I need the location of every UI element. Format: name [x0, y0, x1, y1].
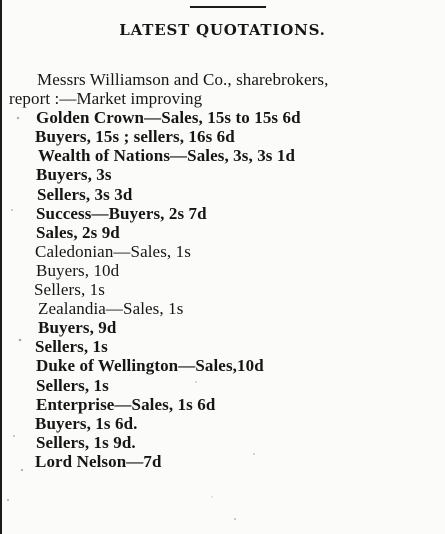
quote-line: Duke of Wellington—Sales,10d	[36, 356, 264, 376]
quote-line: Sales, 2s 9d	[36, 222, 120, 242]
body-line: Messrs Williamson and Co., sharebrokers,	[37, 70, 329, 89]
quote-line: Sellers, 1s	[36, 375, 109, 395]
article-heading: LATEST QUOTATIONS.	[119, 21, 326, 39]
body-line: report :—Market improving	[9, 89, 203, 109]
quote-line: Sellers, 3s 3d	[37, 184, 133, 204]
quote-line: Buyers, 1s 6d.	[35, 413, 138, 433]
quote-line: Success—Buyers, 2s 7d	[36, 203, 207, 223]
quote-line: Lord Nelson—7d	[35, 451, 162, 471]
quote-line: Buyers, 10d	[36, 260, 120, 280]
quote-line: Enterprise—Sales, 1s 6d	[36, 394, 216, 414]
quote-line: Sellers, 1s	[34, 280, 105, 300]
quote-line: Caledonian—Sales, 1s	[35, 241, 191, 261]
quote-line: Sellers, 1s	[35, 337, 108, 357]
quote-line: Wealth of Nations—Sales, 3s, 3s 1d	[38, 146, 296, 166]
quote-line: Golden Crown—Sales, 15s to 15s 6d	[36, 108, 301, 128]
quote-line: Buyers, 9d	[38, 318, 117, 338]
quote-line: Sellers, 1s 9d.	[36, 432, 136, 452]
quotation-list	[0, 70, 445, 471]
quote-line: Buyers, 15s ; sellers, 16s 6d	[35, 127, 235, 147]
quote-line: Buyers, 3s	[36, 165, 112, 185]
heading-rule	[190, 6, 266, 8]
quote-line: Zealandia—Sales, 1s	[38, 299, 184, 319]
